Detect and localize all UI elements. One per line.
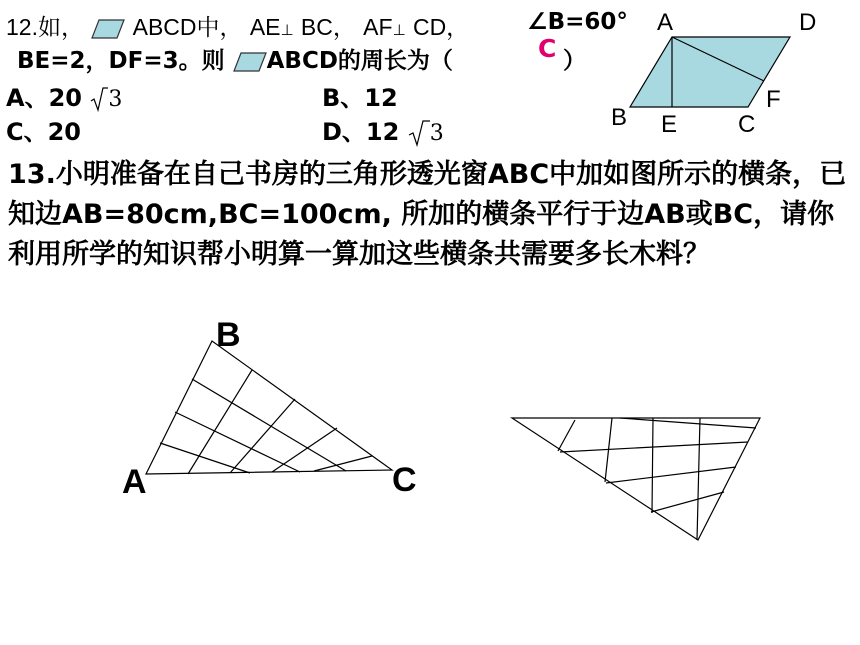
q12-label-b: B [611,104,628,131]
option-a-label: A、20 [6,84,82,112]
q12-ru: 如， [37,15,84,41]
q12-number: 12. [6,14,38,40]
q12-label-f: F [766,86,781,113]
option-b: B、12 [322,84,398,112]
q12-label-a: A [657,9,674,36]
q12-question: ABCD的周长为（ [266,48,453,74]
q12-close-paren: ） [563,48,586,74]
q12-af: AF [363,14,393,40]
figure2-label-b: B [216,316,241,354]
q12-fig-name: ABCD中， [132,14,243,40]
option-a-radicand: 3 [108,87,123,112]
q12-answer: C [538,34,557,63]
q13-number: 13. [8,159,56,190]
q12-label-e: E [661,111,678,138]
option-d-radicand: 3 [429,121,444,146]
option-d-label: D、12 [322,118,400,146]
perp-symbol: ⊥ [280,21,294,39]
q12-label-c: C [738,111,756,138]
q13-text: 小明准备在自己书房的三角形透光窗ABC中加如图所示的横条，已知边AB=80cm,BC=100cm, 所加的横条平行于边AB或BC，请你利用所学的知识帮小明算一算加这些横条共需要多长木料？ [8,159,847,270]
q12-label-d: D [799,9,817,36]
figure2-label-c: C [392,461,417,499]
q12-given: BE=2，DF=3。则 [17,48,225,74]
figure2-label-a: A [122,463,147,501]
perp-symbol: ⊥ [392,21,406,39]
q12-angle: ∠B=60° [527,9,628,35]
q12-ae: AE [249,14,281,40]
option-c: C、20 [6,118,82,146]
q12-bc: BC， [300,14,356,40]
q12-cd: CD， [412,14,470,40]
